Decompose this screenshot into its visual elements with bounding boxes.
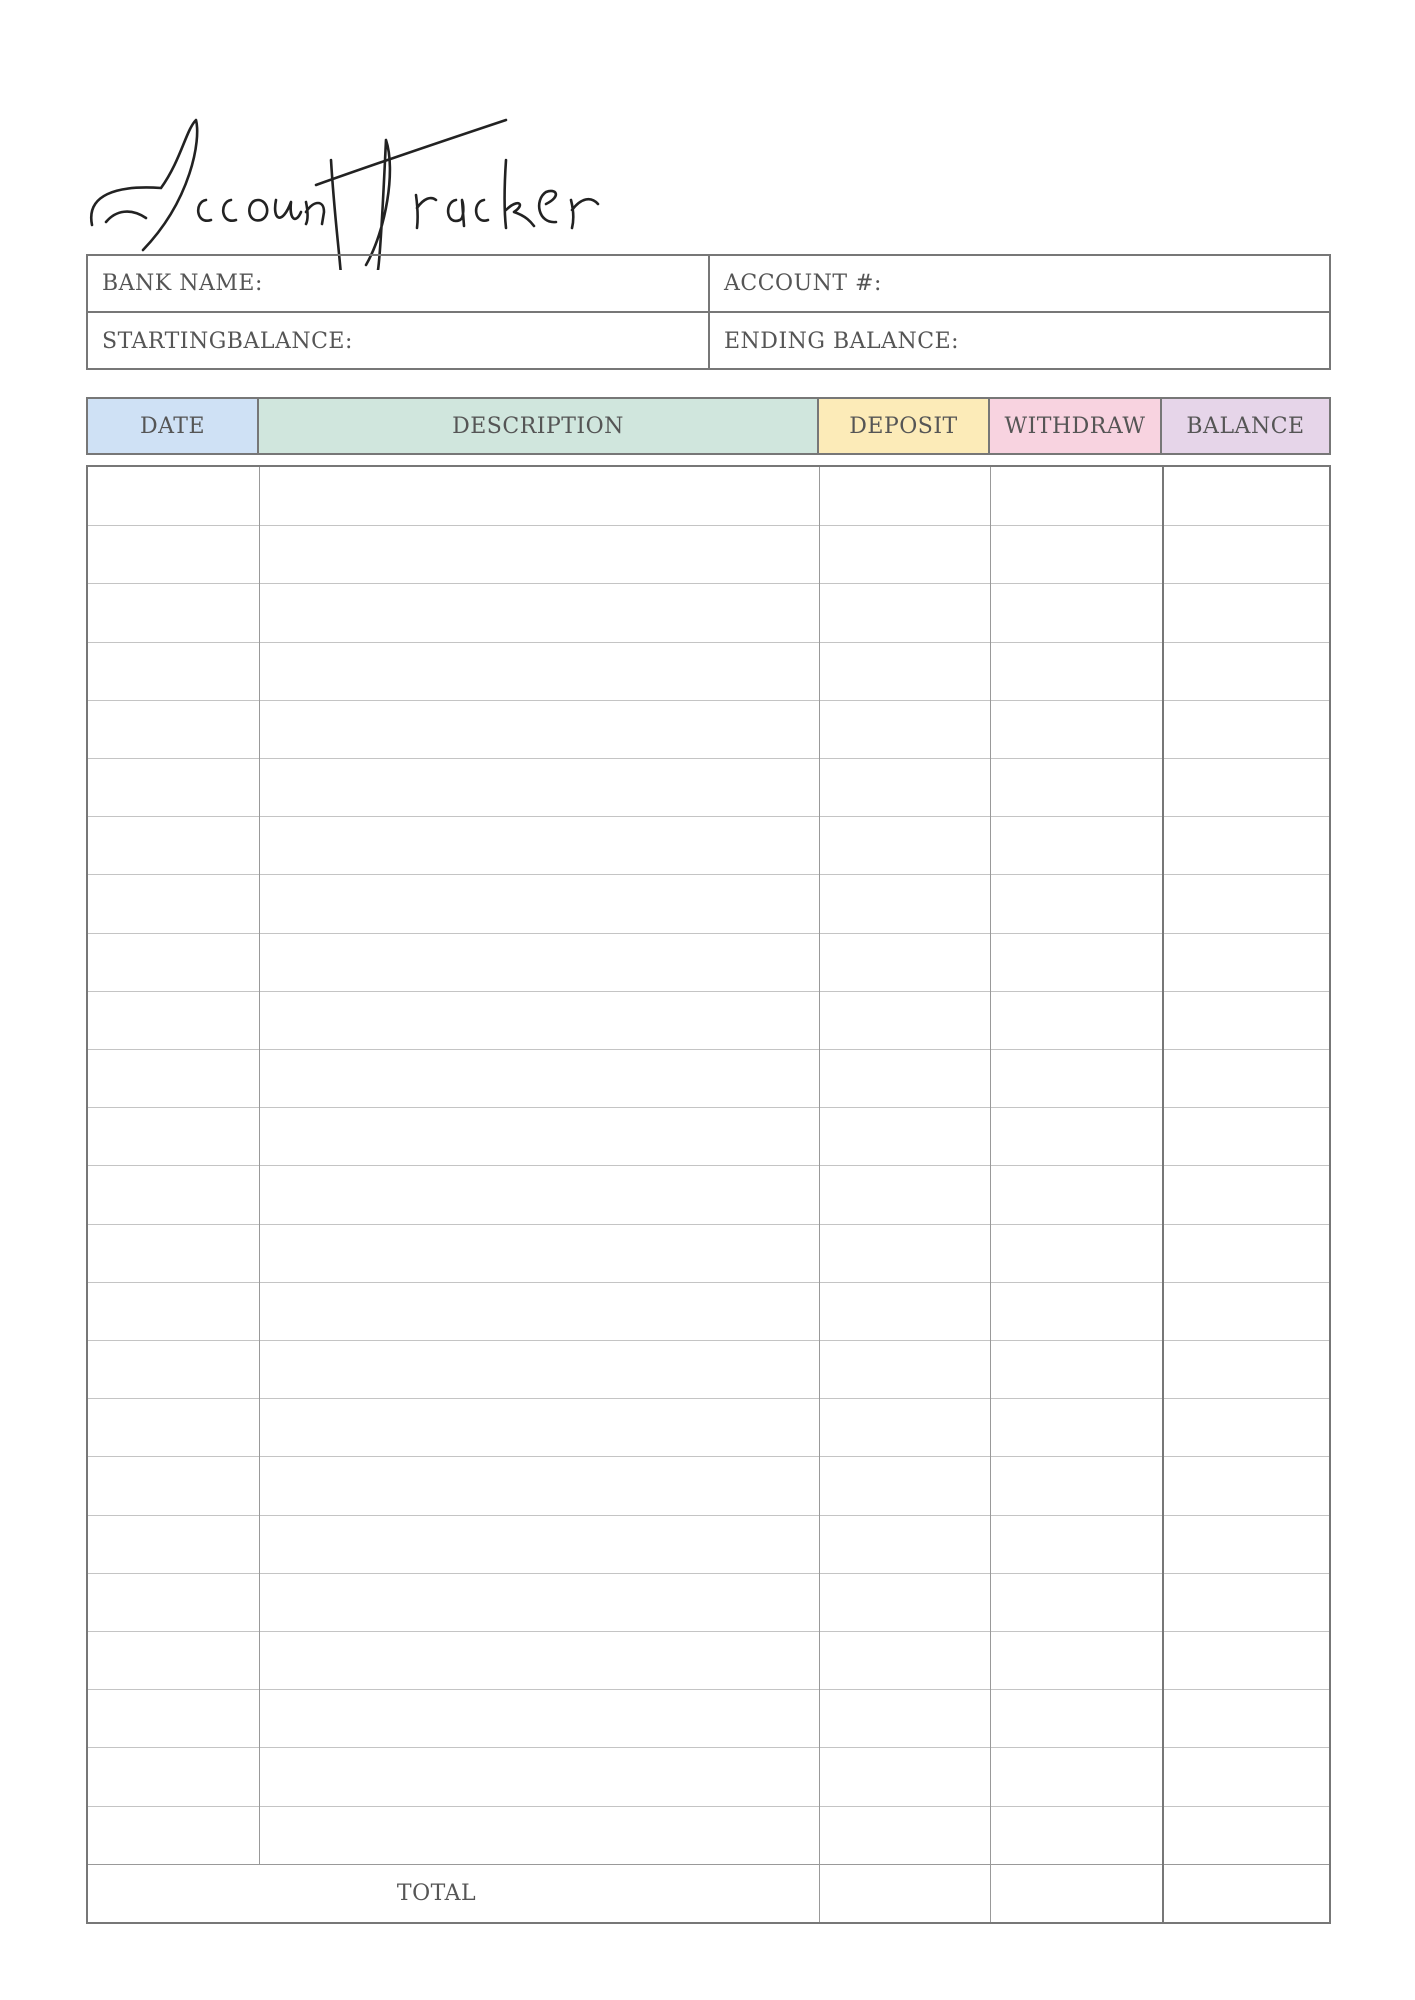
bank-name-field[interactable] <box>88 256 710 313</box>
account-number-field[interactable] <box>710 256 1331 313</box>
transaction-table <box>86 465 1331 1924</box>
ending-balance-field[interactable] <box>710 313 1331 370</box>
starting-balance-field[interactable] <box>88 313 710 370</box>
table-row[interactable] <box>88 1747 1329 1805</box>
row-divider <box>88 525 1329 526</box>
row-divider <box>88 1573 1329 1574</box>
row-divider <box>88 1456 1329 1457</box>
column-header-withdraw: WITHDRAW <box>990 399 1162 453</box>
table-row[interactable] <box>88 933 1329 991</box>
ending-balance-label: ENDING BALANCE: <box>724 329 960 354</box>
table-row[interactable] <box>88 1573 1329 1631</box>
table-row[interactable] <box>88 991 1329 1049</box>
total-row <box>88 1864 1329 1923</box>
table-row[interactable] <box>88 758 1329 816</box>
row-divider <box>88 1515 1329 1516</box>
column-divider <box>990 467 991 1922</box>
column-header-deposit: DEPOSIT <box>819 399 990 453</box>
table-row[interactable] <box>88 816 1329 874</box>
column-header-balance: BALANCE <box>1162 399 1329 453</box>
bank-name-label: BANK NAME: <box>102 271 263 296</box>
row-divider <box>88 642 1329 643</box>
row-divider <box>88 933 1329 934</box>
table-row[interactable] <box>88 1456 1329 1514</box>
column-header-row <box>86 397 1331 455</box>
table-row[interactable] <box>88 1049 1329 1107</box>
column-header-description: DESCRIPTION <box>259 399 819 453</box>
table-row[interactable] <box>88 1515 1329 1573</box>
table-row[interactable] <box>88 467 1329 525</box>
row-divider <box>88 1282 1329 1283</box>
row-divider <box>88 1049 1329 1050</box>
row-divider <box>88 583 1329 584</box>
starting-balance-label: STARTINGBALANCE: <box>102 329 353 354</box>
column-header-date: DATE <box>88 399 259 453</box>
row-divider <box>88 1224 1329 1225</box>
table-row[interactable] <box>88 642 1329 700</box>
table-row[interactable] <box>88 874 1329 932</box>
row-divider <box>88 1689 1329 1690</box>
table-row[interactable] <box>88 1689 1329 1747</box>
row-divider <box>88 1398 1329 1399</box>
row-divider <box>88 1165 1329 1166</box>
table-row[interactable] <box>88 1340 1329 1398</box>
table-row[interactable] <box>88 583 1329 641</box>
row-divider <box>88 1340 1329 1341</box>
row-divider <box>88 991 1329 992</box>
row-divider <box>88 758 1329 759</box>
row-divider <box>88 1631 1329 1632</box>
row-divider <box>88 1806 1329 1807</box>
table-row[interactable] <box>88 1107 1329 1165</box>
row-divider <box>88 1747 1329 1748</box>
row-divider <box>88 700 1329 701</box>
column-divider <box>1162 467 1164 1922</box>
table-row[interactable] <box>88 525 1329 583</box>
table-row[interactable] <box>88 1398 1329 1456</box>
row-divider <box>88 874 1329 875</box>
total-label: TOTAL <box>396 1881 477 1907</box>
table-row[interactable] <box>88 1224 1329 1282</box>
table-row[interactable] <box>88 1282 1329 1340</box>
row-divider <box>88 1107 1329 1108</box>
handwritten-title-graphic <box>86 100 646 270</box>
row-divider <box>88 816 1329 817</box>
table-row[interactable] <box>88 700 1329 758</box>
table-row[interactable] <box>88 1165 1329 1223</box>
account-number-label: ACCOUNT #: <box>724 271 882 296</box>
table-row[interactable] <box>88 1631 1329 1689</box>
account-info-table <box>86 254 1331 370</box>
column-divider <box>819 467 820 1922</box>
page-title <box>86 100 646 270</box>
column-divider <box>259 467 260 1864</box>
table-row[interactable] <box>88 1806 1329 1864</box>
